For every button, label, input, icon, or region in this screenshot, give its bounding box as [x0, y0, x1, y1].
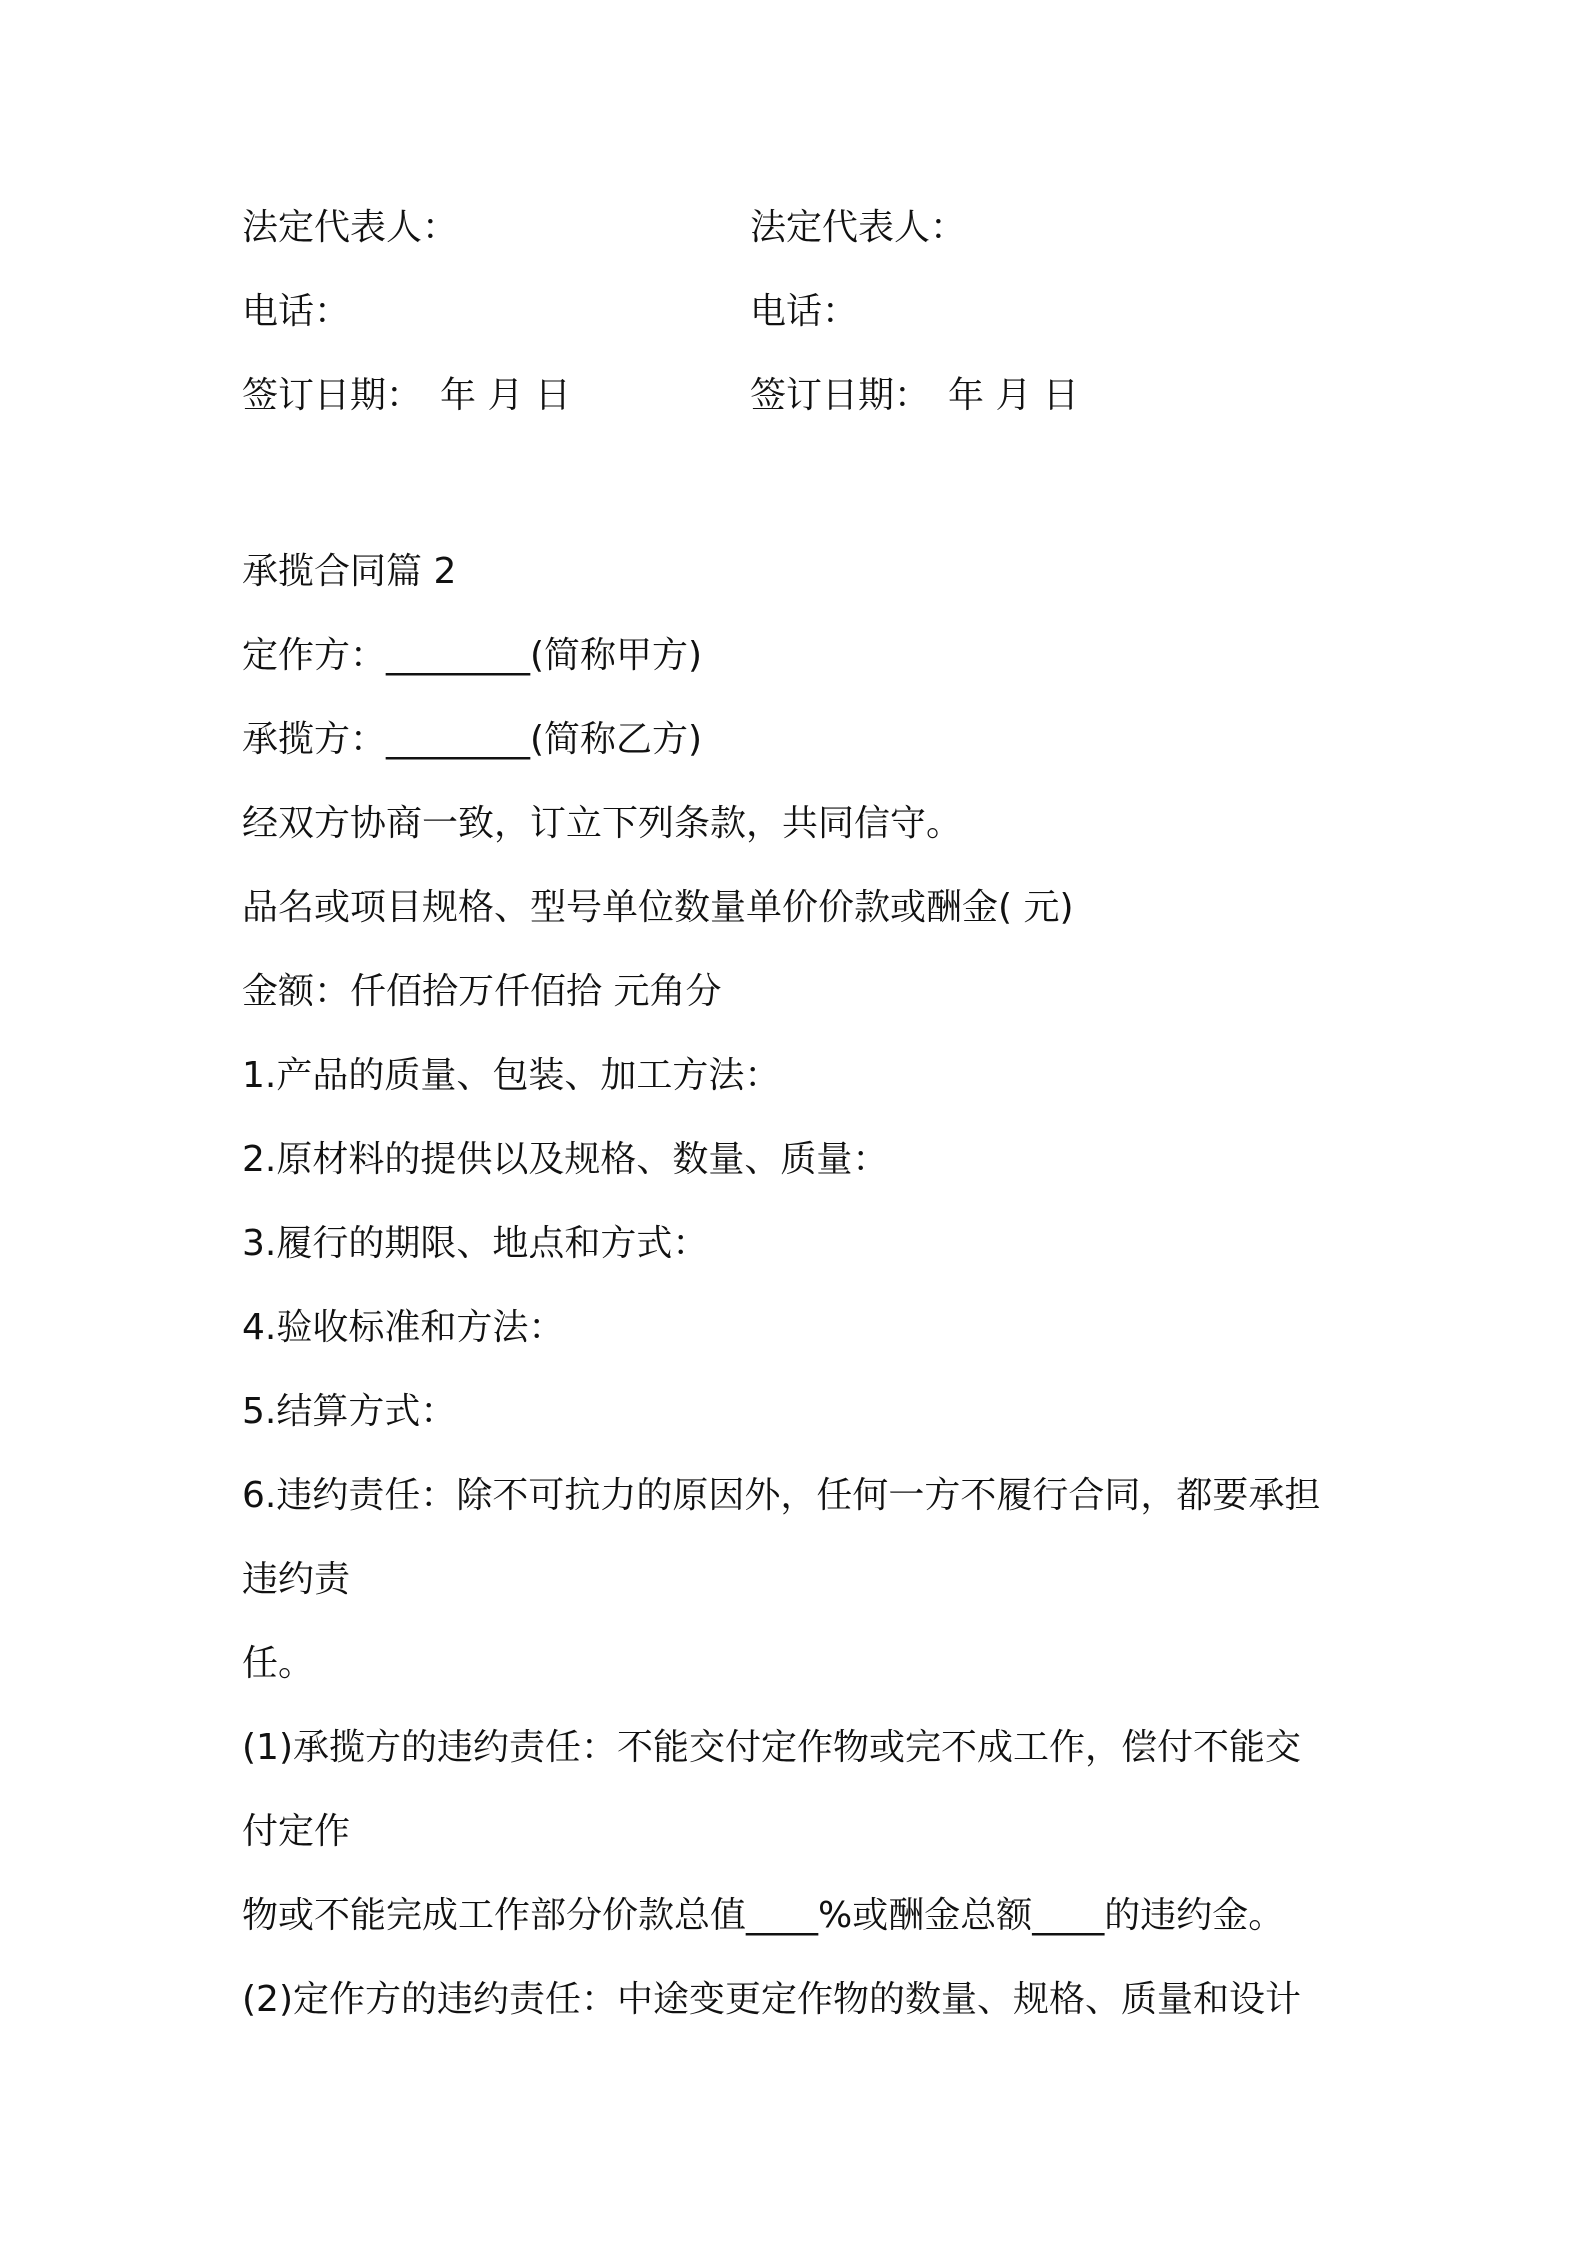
clause-5: 5.结算方式：: [242, 1391, 457, 1432]
section-title: 承揽合同篇 2: [242, 551, 457, 592]
party-b-line: 承揽方：________(简称乙方): [242, 719, 703, 760]
clause-4: 4.验收标准和方法：: [242, 1307, 565, 1348]
representative-row: [242, 198, 1362, 258]
item-header-line: 品名或项目规格、型号单位数量单价价款或酬金( 元): [242, 887, 1074, 928]
clause-6-line-3: 任。: [242, 1643, 315, 1684]
amount-line: 金额：仟佰拾万仟佰拾 元角分: [242, 971, 722, 1012]
sub-clause-1-line-2: 付定作: [242, 1811, 351, 1852]
clause-2: 2.原材料的提供以及规格、数量、质量：: [242, 1139, 889, 1180]
party-b-representative-label: 法定代表人：: [750, 207, 967, 248]
contract-body: [242, 530, 1372, 2042]
clause-6-line-2: 违约责: [242, 1559, 351, 1600]
sub-clause-1-line-1: (1)承揽方的违约责任：不能交付定作物或完不成工作，偿付不能交: [242, 1727, 1301, 1768]
clause-6-line-1: 6.违约责任：除不可抗力的原因外，任何一方不履行合同，都要承担: [242, 1475, 1321, 1516]
party-b-signing-date-label: 签订日期： 年 月 日: [750, 375, 1079, 416]
party-a-signing-date-label: 签订日期： 年 月 日: [242, 375, 571, 416]
signing-date-row: [242, 366, 1362, 426]
sub-clause-2-line-1: (2)定作方的违约责任：中途变更定作物的数量、规格、质量和设计: [242, 1979, 1301, 2020]
sub-clause-1-line-3: 物或不能完成工作部分价款总值____%或酬金总额____的违约金。: [242, 1895, 1285, 1936]
clause-3: 3.履行的期限、地点和方式：: [242, 1223, 709, 1264]
party-a-representative-label: 法定代表人：: [242, 207, 459, 248]
clause-1: 1.产品的质量、包装、加工方法：: [242, 1055, 781, 1096]
party-a-phone-label: 电话：: [242, 291, 351, 332]
intro-line: 经双方协商一致，订立下列条款，共同信守。: [242, 803, 963, 844]
party-b-phone-label: 电话：: [750, 291, 859, 332]
phone-row: [242, 282, 1362, 342]
party-a-line: 定作方：________(简称甲方): [242, 635, 703, 676]
